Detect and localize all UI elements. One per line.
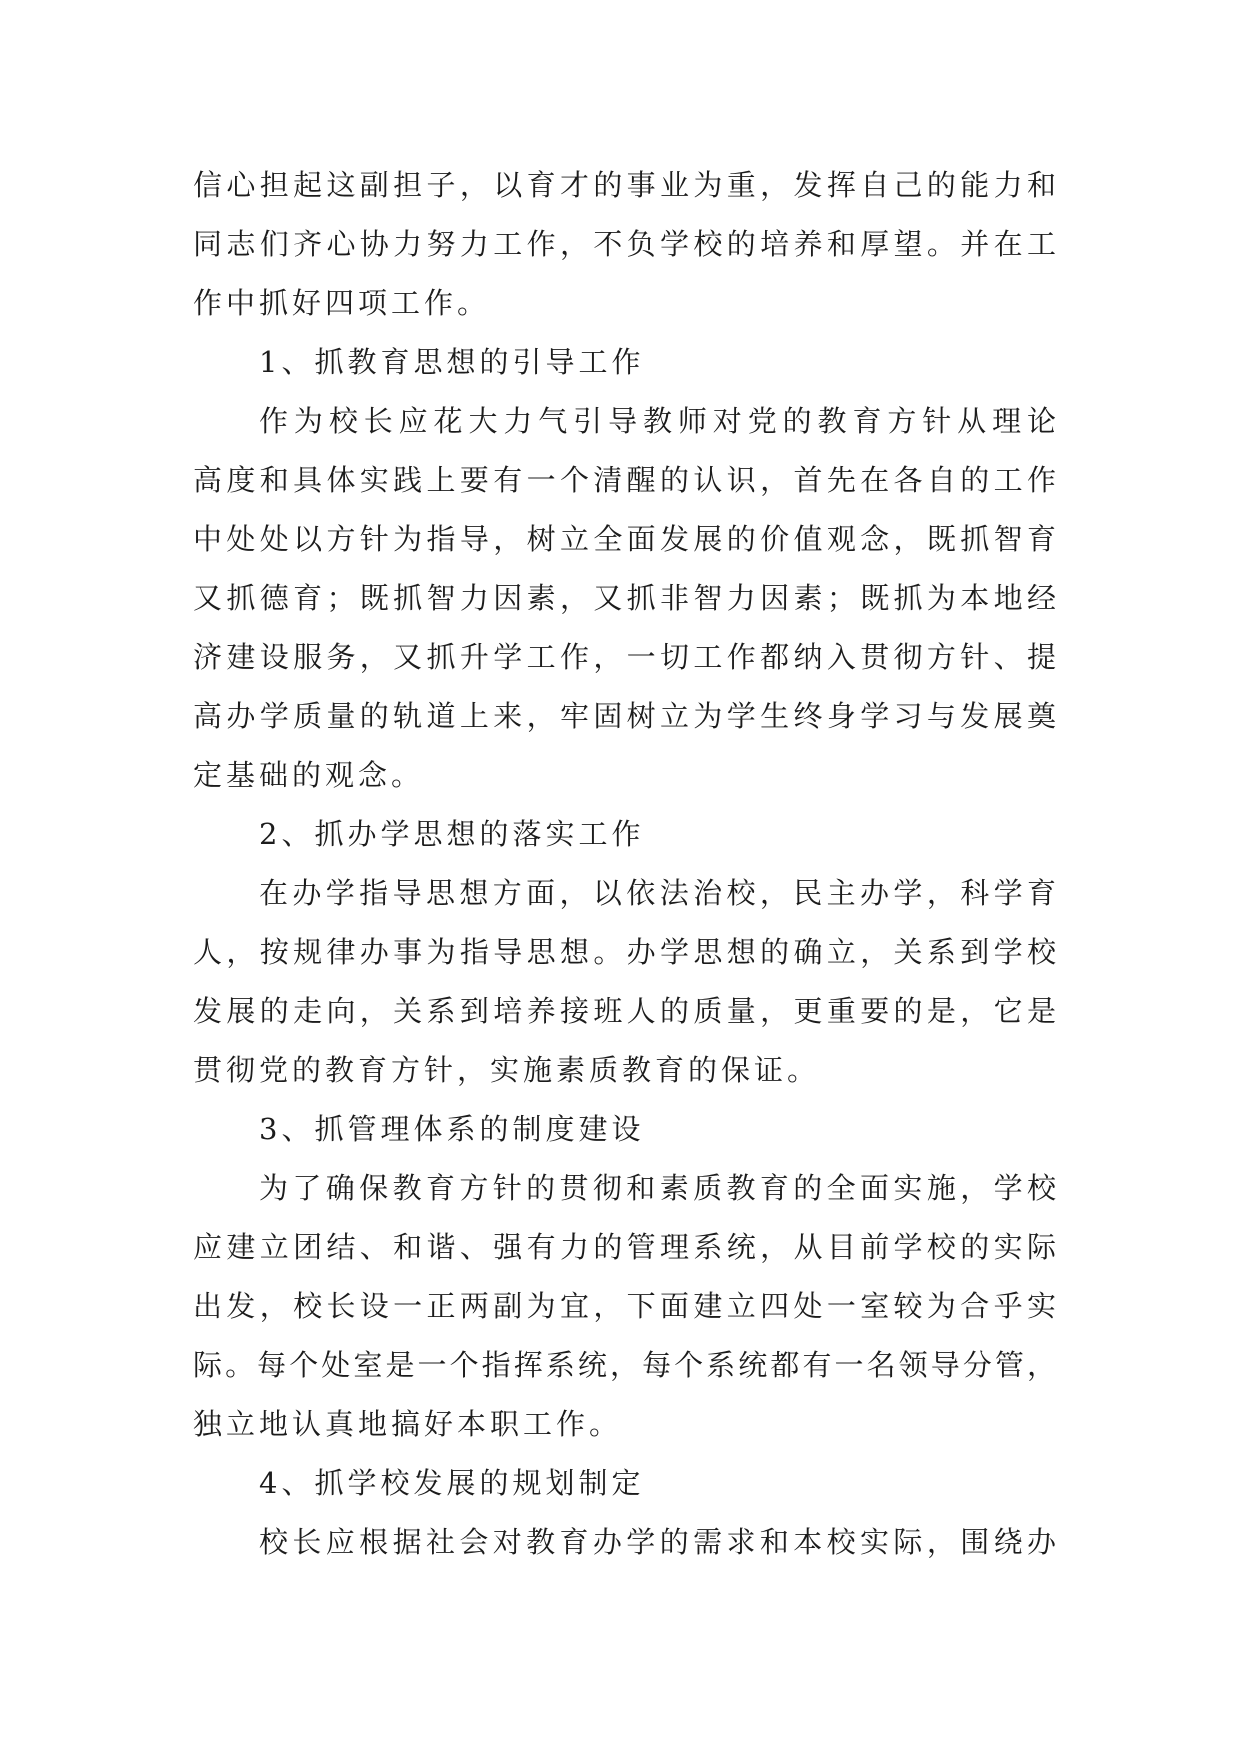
text-line: 在办学指导思想方面，以依法治校，民主办学，科学育 (259, 876, 1056, 910)
paragraph (193, 1513, 1056, 1572)
section-heading: 1、抓教育思想的引导工作 (259, 345, 645, 379)
text-line: 为了确保教育方针的贯彻和素质教育的全面实施，学校 (259, 1171, 1056, 1205)
section-heading-4 (193, 1454, 1056, 1513)
paragraph (193, 156, 1056, 333)
section-heading-2 (193, 805, 1056, 864)
text-line: 出发，校长设一正两副为宜，下面建立四处一室较为合乎实 (193, 1289, 1056, 1323)
text-line: 应建立团结、和谐、强有力的管理系统，从目前学校的实际 (193, 1230, 1056, 1264)
text-line: 高办学质量的轨道上来，牢固树立为学生终身学习与发展奠 (193, 699, 1056, 733)
text-line: 际。每个处室是一个指挥系统，每个系统都有一名领导分管， (193, 1348, 1056, 1382)
text-line: 中处处以方针为指导，树立全面发展的价值观念，既抓智育 (193, 522, 1056, 556)
text-line: 信心担起这副担子，以育才的事业为重，发挥自己的能力和 (193, 168, 1056, 202)
section-heading: 3、抓管理体系的制度建设 (259, 1112, 645, 1146)
body-text (193, 156, 1056, 1572)
section-heading: 4、抓学校发展的规划制定 (259, 1466, 645, 1500)
text-line: 作中抓好四项工作。 (193, 286, 491, 320)
section-heading-1 (193, 333, 1056, 392)
paragraph (193, 864, 1056, 1100)
text-line: 又抓德育；既抓智力因素，又抓非智力因素；既抓为本地经 (193, 581, 1056, 615)
text-line: 定基础的观念。 (193, 758, 425, 792)
text-line: 校长应根据社会对教育办学的需求和本校实际，围绕办 (259, 1525, 1056, 1559)
section-heading-3 (193, 1100, 1056, 1159)
paragraph (193, 392, 1056, 805)
text-line: 同志们齐心协力努力工作，不负学校的培养和厚望。并在工 (193, 227, 1056, 261)
text-line: 作为校长应花大力气引导教师对党的教育方针从理论 (259, 404, 1056, 438)
section-heading: 2、抓办学思想的落实工作 (259, 817, 645, 851)
text-line: 独立地认真地搞好本职工作。 (193, 1407, 623, 1441)
paragraph (193, 1159, 1056, 1454)
text-line: 高度和具体实践上要有一个清醒的认识，首先在各自的工作 (193, 463, 1056, 497)
text-line: 济建设服务，又抓升学工作，一切工作都纳入贯彻方针、提 (193, 640, 1056, 674)
text-line: 贯彻党的教育方针，实施素质教育的保证。 (193, 1053, 821, 1087)
text-line: 人，按规律办事为指导思想。办学思想的确立，关系到学校 (193, 935, 1056, 969)
text-line: 发展的走向，关系到培养接班人的质量，更重要的是，它是 (193, 994, 1056, 1028)
